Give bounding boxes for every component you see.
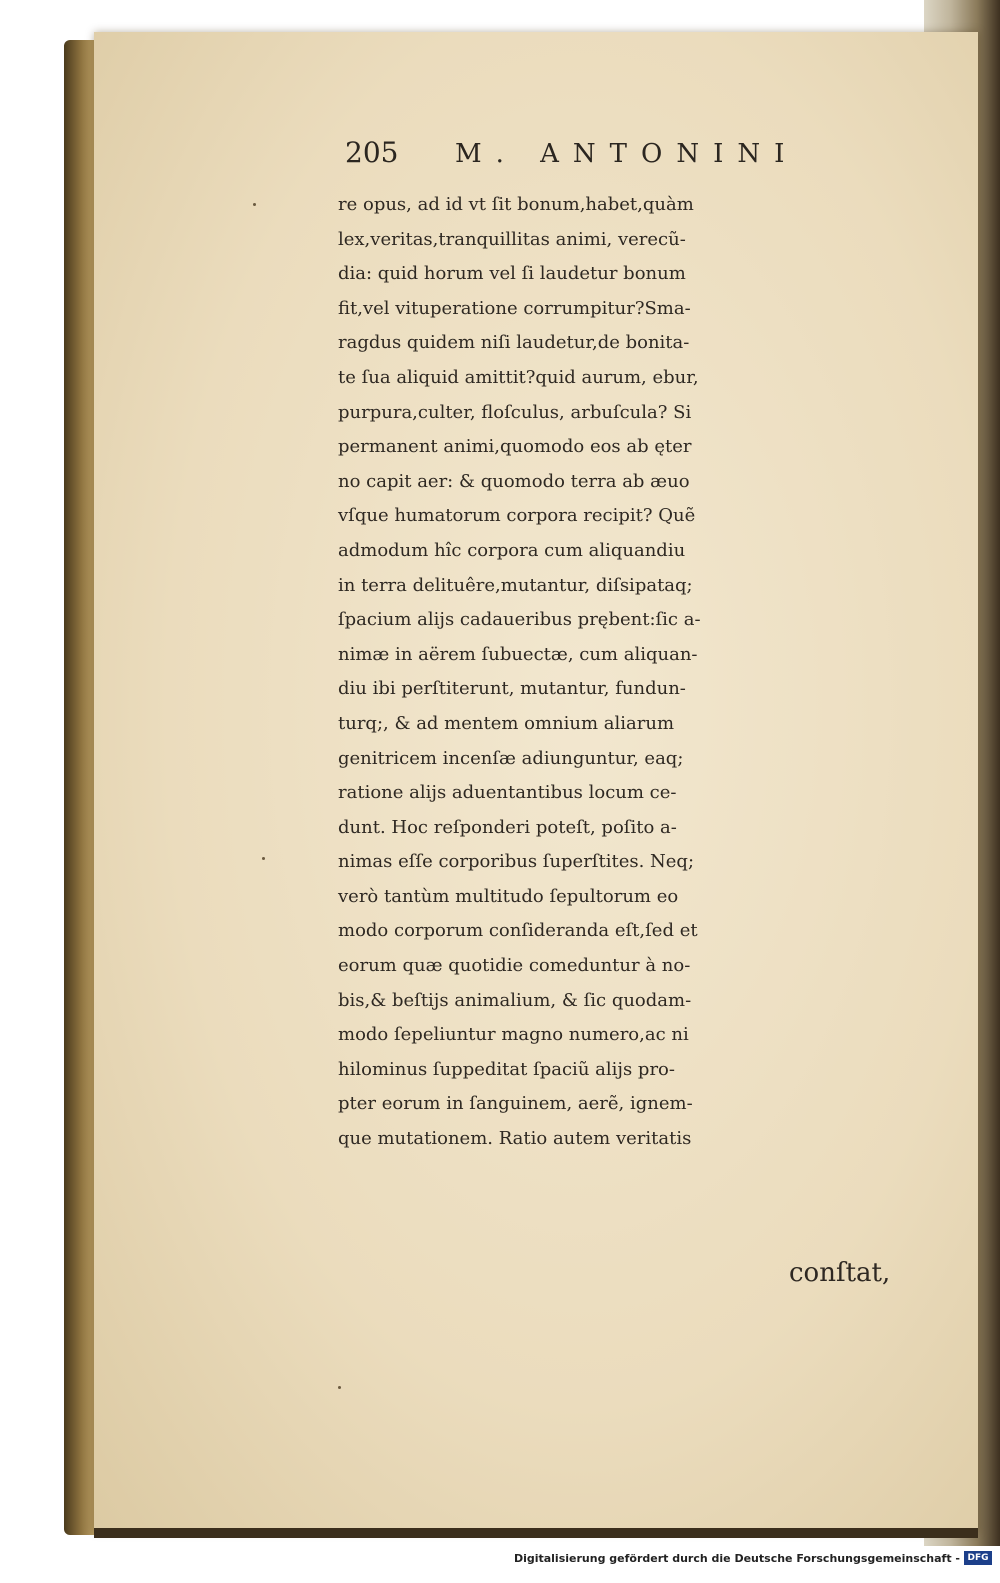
text-line: eorum quæ quotidie comeduntur à no- bbox=[338, 955, 691, 977]
text-line: dia: quid horum vel ſi laudetur bonum bbox=[338, 263, 686, 285]
text-line: dunt. Hoc reſponderi poteſt, poſito a- bbox=[338, 816, 677, 838]
text-line: vſque humatorum corpora recipit? Quẽ bbox=[338, 505, 696, 527]
text-line: verò tantùm multitudo ſepultorum eo bbox=[338, 885, 679, 907]
text-line: fit,vel vituperatione corrumpitur?Sma- bbox=[338, 297, 691, 319]
text-line: hilominus ſuppeditat ſpaciũ alijs pro- bbox=[338, 1058, 675, 1080]
text-line: ſpacium alijs cadaueribus prębent:ſic a- bbox=[338, 609, 701, 631]
paper-speck bbox=[253, 203, 256, 206]
text-line: pter eorum in ſanguinem, aerẽ, ignem- bbox=[338, 1093, 693, 1115]
text-line: bis,& beſtijs animalium, & ſic quodam- bbox=[338, 989, 692, 1011]
running-head: M. ANTONINI bbox=[455, 139, 799, 169]
text-block bbox=[338, 188, 938, 1157]
text-line: genitricem incenſæ adiunguntur, eaq; bbox=[338, 747, 684, 769]
text-line: nimæ in aërem ſubuectæ, cum aliquan- bbox=[338, 643, 698, 665]
paper-speck bbox=[338, 1386, 341, 1389]
page-bottom-edge bbox=[94, 1528, 978, 1538]
text-line: permanent animi,quomodo eos ab ęter bbox=[338, 436, 692, 458]
text-line: te ſua aliquid amittit?quid aurum, ebur, bbox=[338, 366, 699, 388]
dfg-logo: DFG bbox=[964, 1551, 992, 1565]
text-line: in terra delituêre,mutantur, diſsipataq; bbox=[338, 574, 693, 596]
text-line: nimas eſſe corporibus ſuperſtites. Neq; bbox=[338, 851, 695, 873]
text-line: modo ſepeliuntur magno numero,ac ni bbox=[338, 1024, 689, 1046]
paper-speck bbox=[262, 857, 265, 860]
text-line: ratione alijs aduentantibus locum ce- bbox=[338, 782, 677, 804]
text-line: purpura,culter, floſculus, arbuſcula? Si bbox=[338, 401, 692, 423]
text-line: no capit aer: & quomodo terra ab æuo bbox=[338, 470, 690, 492]
text-line: modo corporum conſideranda eſt,ſed et bbox=[338, 920, 698, 942]
page-number: 205 bbox=[345, 136, 399, 169]
text-line: admodum hîc corpora cum aliquandiu bbox=[338, 539, 686, 561]
text-line: diu ibi perſtiterunt, mutantur, fundun- bbox=[338, 678, 686, 700]
text-line: re opus, ad id vt ſit bonum,habet,quàm bbox=[338, 194, 694, 215]
text-line: lex,veritas,tranquillitas animi, verecũ- bbox=[338, 228, 686, 250]
digitization-credit: Digitalisierung gefördert durch die Deutsche Forschungsgemeinschaft - bbox=[513, 1552, 960, 1565]
text-line: turq;, & ad mentem omnium aliarum bbox=[338, 712, 675, 734]
text-line: que mutationem. Ratio autem veritatis bbox=[338, 1128, 692, 1150]
text-line: ragdus quidem niſi laudetur,de bonita- bbox=[338, 332, 690, 354]
page-header bbox=[345, 136, 865, 169]
catchword: conſtat, bbox=[789, 1258, 891, 1288]
